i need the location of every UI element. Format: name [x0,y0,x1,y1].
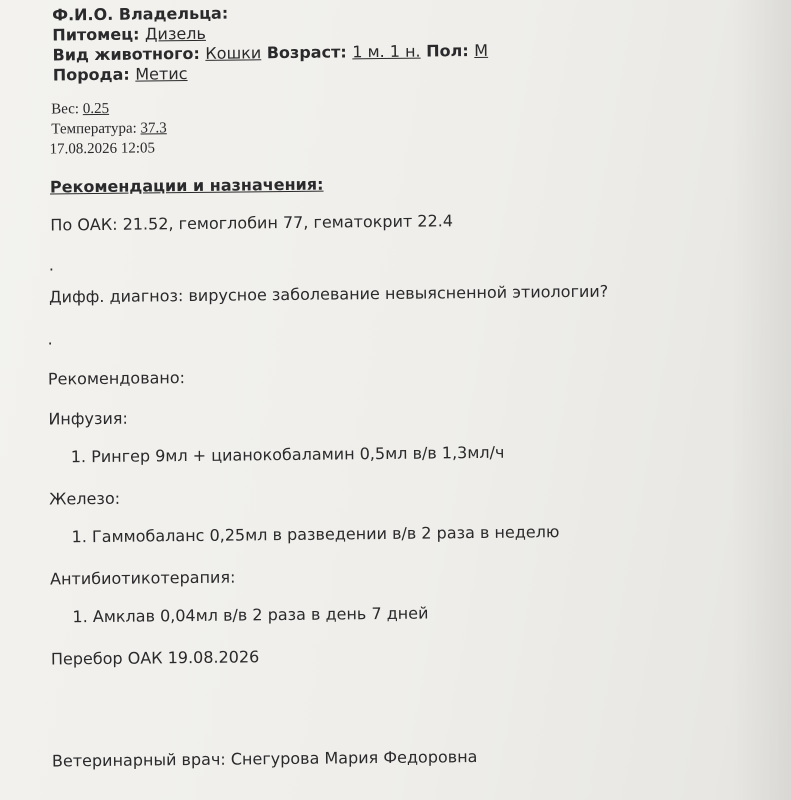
temperature-label: Температура: [51,120,137,138]
recommended-heading: Рекомендовано: [47,368,186,389]
species-label: Вид животного: [52,43,200,65]
species-row [52,41,488,65]
breed-value: Метис [135,64,188,84]
weight-value: 0.25 [82,100,110,118]
visit-datetime: 17.08.2026 12:05 [49,140,156,158]
pet-row [52,24,206,45]
recheck-line: Перебор ОАК 19.08.2026 [50,647,260,669]
age-label: Возраст: [266,42,347,63]
iron-item: 1. Гаммобаланс 0,25мл в разведении в/в 2 раза в неделю [71,522,560,547]
breed-row [53,64,188,84]
oak-result: По ОАК: 21.52, гемоглобин 77, гематокрит 22.4 [50,211,454,235]
infusion-item: 1. Рингер 9мл + цианокобаламин 0,5мл в/в 1,3мл/ч [70,442,505,467]
separator-dot: . [48,255,54,275]
pet-label: Питомец: [52,24,140,45]
temperature-value: 37.3 [140,120,167,137]
antibiotic-item: 1. Амклав 0,04мл в/в 2 раза в день 7 дней [72,603,429,627]
age-value: 1 м. 1 н. [352,41,421,62]
owner-row [52,4,228,25]
weight-row [51,101,109,119]
sex-value: М [474,40,489,61]
differential-diagnosis: Дифф. диагноз: вирусное заболевание невыясненной этиологии? [49,281,609,307]
vet-signature-line: Ветеринарный врач: Снегурова Мария Федоровна [51,747,478,771]
separator-dot: . [47,329,53,349]
antibiotic-heading: Антибиотикотерапия: [49,567,236,589]
species-value: Кошки [205,43,262,63]
infusion-heading: Инфузия: [48,408,128,429]
sex-label: Пол: [426,41,469,61]
temperature-row [51,120,167,138]
iron-heading: Железо: [49,488,121,509]
recommendations-title: Рекомендации и назначения: [49,174,324,197]
page-shadow [731,0,791,800]
owner-label: Ф.И.О. Владельца: [52,3,229,25]
pet-value: Дизель [144,23,207,44]
breed-label: Порода: [52,64,130,85]
weight-label: Вес: [51,101,80,118]
